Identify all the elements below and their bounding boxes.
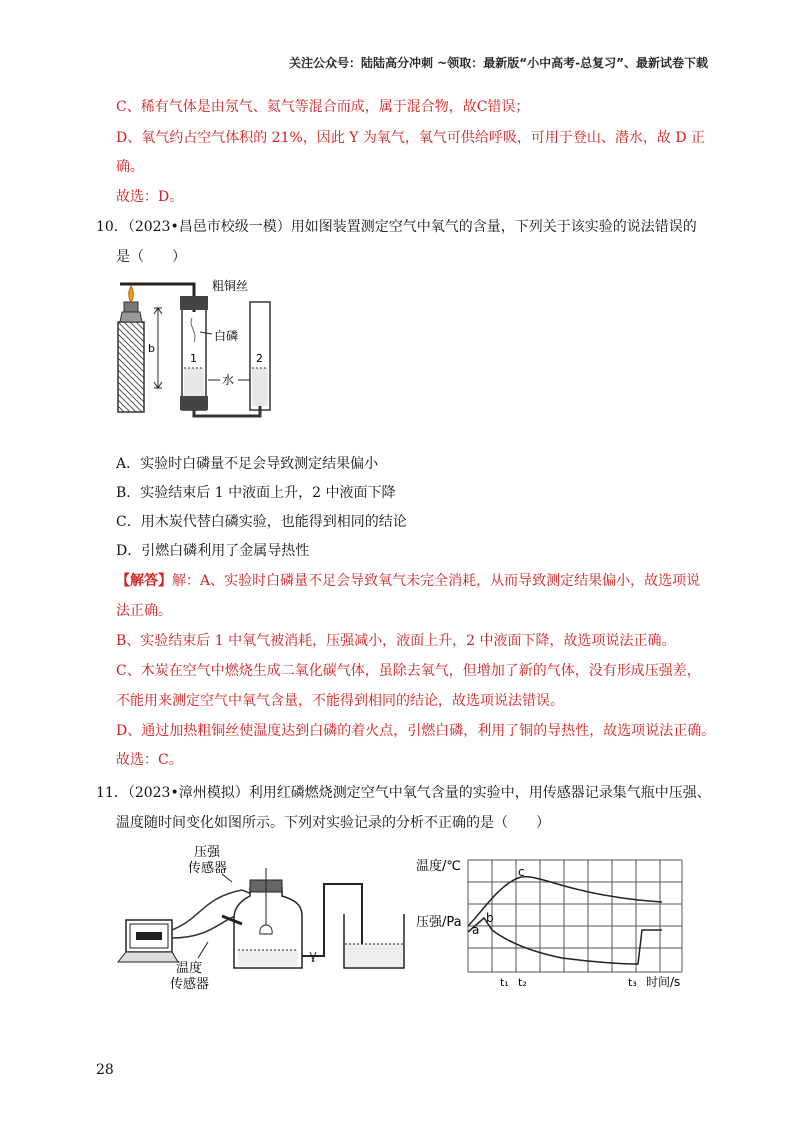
- water-beaker: [344, 914, 404, 968]
- q9-analysis-d-line1: D、氧气约占空气体积的 21%，因此 Y 为氧气，氧气可供给呼吸，可用于登山、潜水，故 D 正: [116, 130, 706, 146]
- q10-option-b: B．实验结束后 1 中液面上升，2 中液面下降: [116, 485, 396, 501]
- tube-1-number: 1: [190, 352, 197, 365]
- pressure-curve: [468, 918, 662, 964]
- pressure-sensor-label-1: 压强: [194, 845, 221, 860]
- q11-sensor-graph: [412, 852, 702, 992]
- q9-answer: 故选：D。: [116, 189, 184, 205]
- water-label: 水: [222, 373, 235, 387]
- tube-1: [180, 296, 208, 410]
- t3-tick-label: t₃: [628, 976, 637, 989]
- q11-apparatus-figure: [112, 838, 422, 998]
- t2-tick-label: t₂: [518, 976, 527, 989]
- height-marker-b: [148, 308, 162, 388]
- q10-stem-line2: 是（ ）: [116, 249, 186, 265]
- analysis-tag: 【解答】: [116, 573, 172, 589]
- wire-label: 粗铜丝: [212, 279, 249, 293]
- q10-option-d: D．引燃白磷利用了金属导热性: [116, 543, 310, 559]
- temp-sensor-label-2: 传感器: [170, 977, 210, 992]
- q9-analysis-d-line2: 确。: [116, 159, 144, 175]
- pressure-sensor-label-2: 传感器: [188, 861, 228, 876]
- alcohol-lamp-stand: [118, 286, 144, 412]
- t1-tick-label: t₁: [500, 976, 509, 989]
- time-axis-label: 时间/s: [646, 975, 681, 989]
- page-header: 关注公众号：陆陆高分冲刺 ~领取：最新版“小中高考-总复习”、最新试卷下载: [289, 56, 708, 70]
- q11-stem-line1: 11．（2023•漳州模拟）利用红磷燃烧测定空气中氧气含量的实验中，用传感器记录集气瓶中压强、: [96, 785, 711, 801]
- pressure-axis-label: 压强/Pa: [416, 915, 462, 930]
- laptop: [118, 920, 178, 962]
- q10-analysis-b: B、实验结束后 1 中氧气被消耗，压强减小，液面上升，2 中液面下降，故选项说法正确。: [116, 633, 676, 649]
- page-number: 28: [96, 1062, 114, 1078]
- q10-stem-line1: 10．（2023•昌邑市校级一模）用如图装置测定空气中氧气的含量，下列关于该实验的说法错误的: [96, 219, 697, 235]
- phosphorus-label: 白磷: [214, 329, 239, 343]
- q10-apparatus-figure: [110, 272, 280, 420]
- q9-analysis-c: C、稀有气体是由氖气、氦气等混合而成，属于混合物，故C错误；: [116, 99, 530, 115]
- q10-analysis-d: D、通过加热粗铜丝使温度达到白磷的着火点，引燃白磷，利用了铜的导热性，故选项说法正确。: [116, 723, 716, 739]
- q10-analysis-c-line2: 不能用来测定空气中氧气含量，不能得到相同的结论，故选项说法错误。: [116, 693, 564, 709]
- tube-2-number: 2: [256, 352, 263, 365]
- q10-analysis-a-text: 解：A、实验时白磷量不足会导致氧气未完全消耗，从而导致测定结果偏小，故选项说: [172, 573, 701, 589]
- q10-option-a: A．实验时白磷量不足会导致测定结果偏小: [116, 456, 379, 472]
- gas-collection-bottle: [222, 868, 302, 968]
- point-a-label: a: [472, 923, 480, 937]
- q10-analysis-a-line2: 法正确。: [116, 603, 172, 619]
- q10-answer: 故选：C。: [116, 752, 183, 768]
- temperature-curve: [468, 877, 662, 926]
- graph-grid: [468, 860, 682, 972]
- q10-option-c: C．用木炭代替白磷实验，也能得到相同的结论: [116, 514, 407, 530]
- tube-2: [250, 302, 270, 410]
- q10-analysis-c-line1: C、木炭在空气中燃烧生成二氧化碳气体，虽除去氧气，但增加了新的气体，没有形成压强差，: [116, 663, 701, 679]
- height-label-b: b: [148, 342, 155, 355]
- q10-analysis-a-line1: [116, 571, 700, 591]
- point-c-label: c: [518, 865, 525, 879]
- temperature-axis-label: 温度/℃: [416, 859, 461, 874]
- q11-stem-line2: 温度随时间变化如图所示。下列对实验记录的分析不正确的是（ ）: [116, 815, 550, 831]
- temp-sensor-label-1: 温度: [176, 961, 203, 976]
- sensor-cable-temperature: [172, 914, 242, 938]
- point-b-label: b: [486, 911, 494, 925]
